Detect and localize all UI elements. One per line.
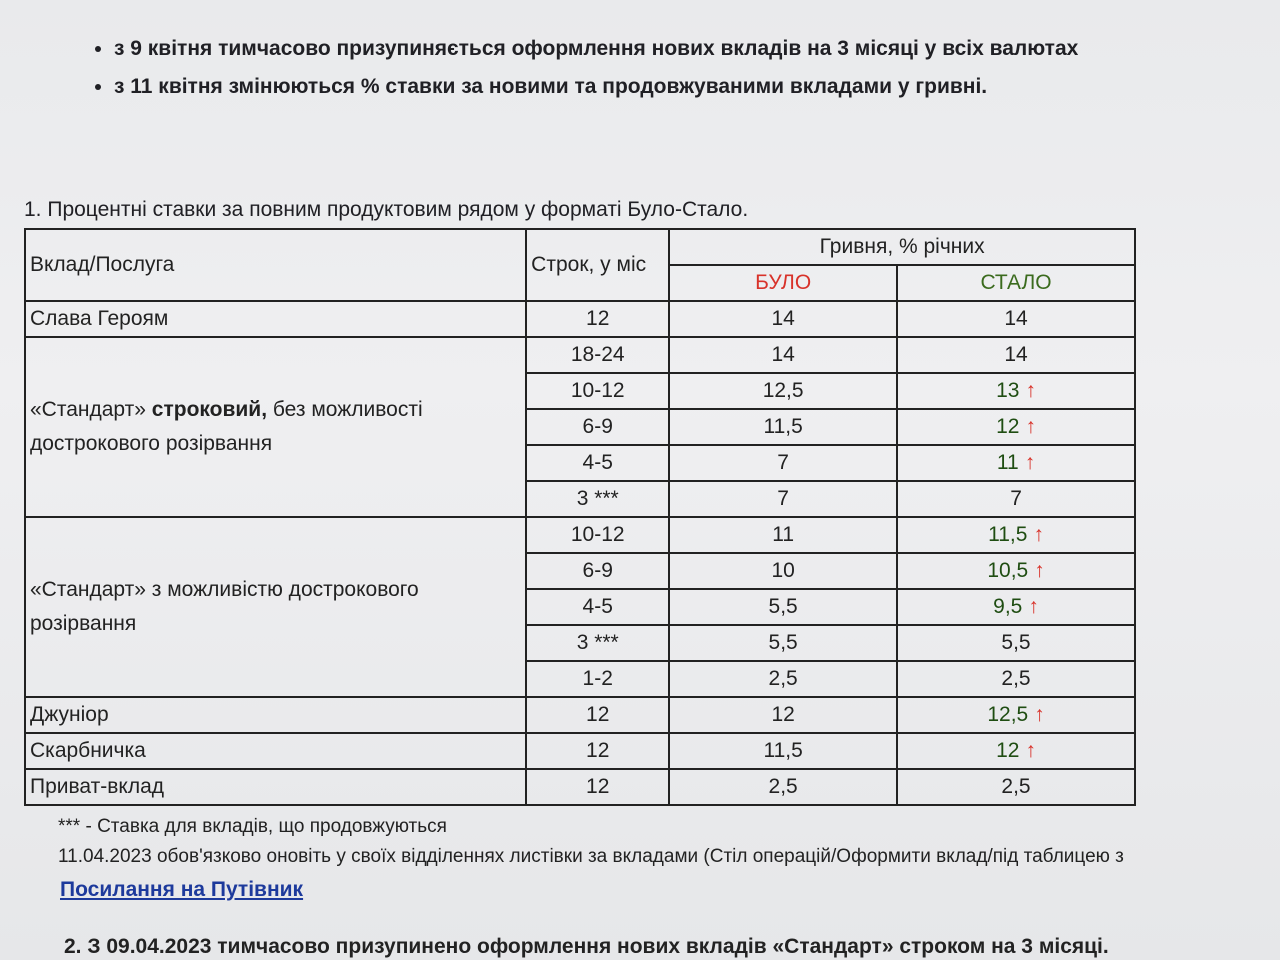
was-cell: 11,5 — [669, 409, 897, 445]
header-service: Вклад/Послуга — [25, 229, 526, 301]
now-cell — [897, 553, 1135, 589]
term-cell: 18-24 — [526, 337, 669, 373]
term-cell: 1-2 — [526, 661, 669, 697]
header-now: СТАЛО — [897, 265, 1135, 301]
was-cell: 14 — [669, 337, 897, 373]
service-name-part: без можливості дострокового розірвання — [30, 398, 423, 455]
service-name: Слава Героям — [25, 301, 526, 337]
now-value: 12 — [996, 739, 1020, 762]
now-value: 12,5 — [987, 703, 1029, 726]
arrow-up-icon: ↑ — [1034, 703, 1045, 726]
now-cell: 14 — [897, 301, 1135, 337]
now-cell: 2,5 — [897, 661, 1135, 697]
service-name: «Стандарт» з можливістю дострокового розірвання — [25, 517, 526, 697]
announcement-item: • з 11 квітня змінюються % ставки за новими та продовжуваними вкладами у гривні. — [114, 68, 1078, 106]
was-cell: 12 — [669, 697, 897, 733]
term-cell: 12 — [526, 769, 669, 805]
section2-title: 2. З 09.04.2023 тимчасово призупинено оформлення нових вкладів «Стандарт» строком на 3 місяці. — [64, 935, 1109, 958]
term-cell: 6-9 — [526, 409, 669, 445]
service-name-bold: строковий, — [151, 398, 268, 421]
header-term: Строк, у міс — [526, 229, 669, 301]
table-row — [25, 301, 1135, 337]
term-cell: 6-9 — [526, 553, 669, 589]
was-cell: 5,5 — [669, 589, 897, 625]
table-row — [25, 769, 1135, 805]
term-cell: 10-12 — [526, 373, 669, 409]
now-cell — [897, 445, 1135, 481]
was-cell: 11,5 — [669, 733, 897, 769]
was-cell: 7 — [669, 481, 897, 517]
service-name: Приват-вклад — [25, 769, 526, 805]
arrow-up-icon: ↑ — [1025, 739, 1036, 762]
table-row — [25, 517, 1135, 553]
now-cell — [897, 517, 1135, 553]
now-value: 13 — [996, 379, 1020, 402]
service-name-part: «Стандарт» — [30, 398, 152, 421]
table-row — [25, 337, 1135, 373]
term-cell: 12 — [526, 697, 669, 733]
term-cell: 4-5 — [526, 589, 669, 625]
was-cell: 7 — [669, 445, 897, 481]
service-name — [25, 337, 526, 517]
now-cell: 14 — [897, 337, 1135, 373]
now-value: 11 — [996, 451, 1019, 474]
now-cell — [897, 589, 1135, 625]
term-cell: 10-12 — [526, 517, 669, 553]
announcement-list — [88, 30, 1078, 106]
arrow-up-icon: ↑ — [1028, 595, 1039, 618]
was-cell: 5,5 — [669, 625, 897, 661]
header-was: БУЛО — [669, 265, 897, 301]
now-value: 12 — [996, 415, 1020, 438]
was-cell: 2,5 — [669, 661, 897, 697]
guide-link[interactable]: Посилання на Путівник — [60, 878, 304, 901]
service-name: Скарбничка — [25, 733, 526, 769]
service-name: Джуніор — [25, 697, 526, 733]
arrow-up-icon: ↑ — [1033, 523, 1044, 546]
now-cell — [897, 409, 1135, 445]
was-cell: 11 — [669, 517, 897, 553]
section1-title: 1. Процентні ставки за повним продуктовим рядом у форматі Було-Стало. — [24, 198, 749, 221]
now-cell: 5,5 — [897, 625, 1135, 661]
now-value: 10,5 — [987, 559, 1029, 582]
header-currency: Гривня, % річних — [669, 229, 1135, 265]
now-cell — [897, 373, 1135, 409]
footnote: *** - Ставка для вкладів, що продовжуються — [58, 816, 447, 837]
table-row — [25, 697, 1135, 733]
now-cell — [897, 697, 1135, 733]
was-cell: 12,5 — [669, 373, 897, 409]
table-row — [25, 733, 1135, 769]
now-cell: 7 — [897, 481, 1135, 517]
now-value: 11,5 — [988, 523, 1028, 546]
now-cell: 2,5 — [897, 769, 1135, 805]
term-cell: 12 — [526, 301, 669, 337]
term-cell: 4-5 — [526, 445, 669, 481]
arrow-up-icon: ↑ — [1034, 559, 1045, 582]
now-value: 9,5 — [993, 595, 1023, 618]
term-cell: 3 *** — [526, 481, 669, 517]
arrow-up-icon: ↑ — [1024, 451, 1036, 474]
table-header-row — [25, 229, 1135, 265]
term-cell: 3 *** — [526, 625, 669, 661]
update-note: 11.04.2023 обов'язково оновіть у своїх відділеннях листівки за вкладами (Стіл операцій/Оформити вклад/під таблицею з — [58, 846, 1124, 867]
arrow-up-icon: ↑ — [1025, 415, 1036, 438]
was-cell: 2,5 — [669, 769, 897, 805]
announcement-item: • з 9 квітня тимчасово призупиняється оформлення нових вкладів на 3 місяці у всіх валютах — [114, 30, 1078, 68]
rates-table — [24, 228, 1136, 806]
was-cell: 14 — [669, 301, 897, 337]
was-cell: 10 — [669, 553, 897, 589]
now-cell — [897, 733, 1135, 769]
arrow-up-icon: ↑ — [1025, 379, 1036, 402]
term-cell: 12 — [526, 733, 669, 769]
